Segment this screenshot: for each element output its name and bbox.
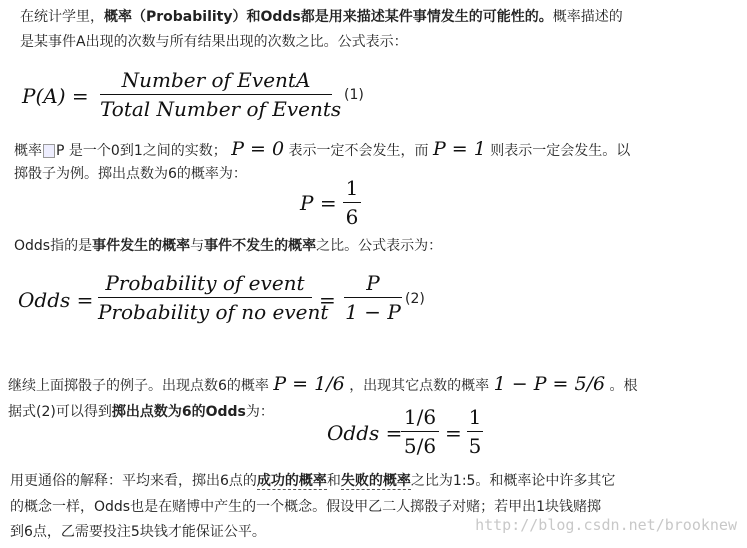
probability-line-1: 概率 P 是一个0到1之间的实数； P = 0 表示一定不会发生，而 P = 1 则表示一定会发生。以: [14, 138, 631, 160]
dice-example-line-1: 继续上面掷骰子的例子。出现点数6的概率 P = 1/6 ，出现其它点数的概率 1 − P = 5/6 。根: [8, 373, 638, 395]
intro-bold: 概率（Probability）和Odds都是用来描述某件事情发生的可能性的。: [104, 9, 553, 25]
odds-definition: Odds指的是事件发生的概率与事件不发生的概率之比。公式表示为：: [14, 238, 443, 254]
intro-line-2: 是某事件A出现的次数与所有结果出现的次数之比。公式表示：: [20, 34, 408, 50]
watermark: http://blog.csdn.net/brooknew: [475, 516, 737, 534]
explanation-line-2: 的概念一样，Odds也是在赌博中产生的一个概念。假设甲乙二人掷骰子对赌；若甲出1块钱赌掷: [10, 499, 601, 515]
dice-example-line-2: 据式(2)可以得到掷出点数为6的Odds为：: [8, 404, 274, 420]
explanation-line-1: 用更通俗的解释：平均来看，掷出6点的成功的概率和失败的概率之比为1:5。和概率论中许多其它: [10, 473, 616, 489]
intro-line-1: 在统计学里，概率（Probability）和Odds都是用来描述某件事情发生的可能性的。概率描述的: [20, 9, 623, 25]
explanation-line-3: 到6点，乙需要投注5块钱才能保证公平。: [10, 524, 266, 540]
equation-number: (2): [405, 291, 425, 307]
equation-number: (1): [344, 87, 364, 103]
probability-line-2: 掷骰子为例。掷出点数为6的概率为：: [14, 166, 247, 182]
broken-image-icon: [43, 144, 55, 158]
